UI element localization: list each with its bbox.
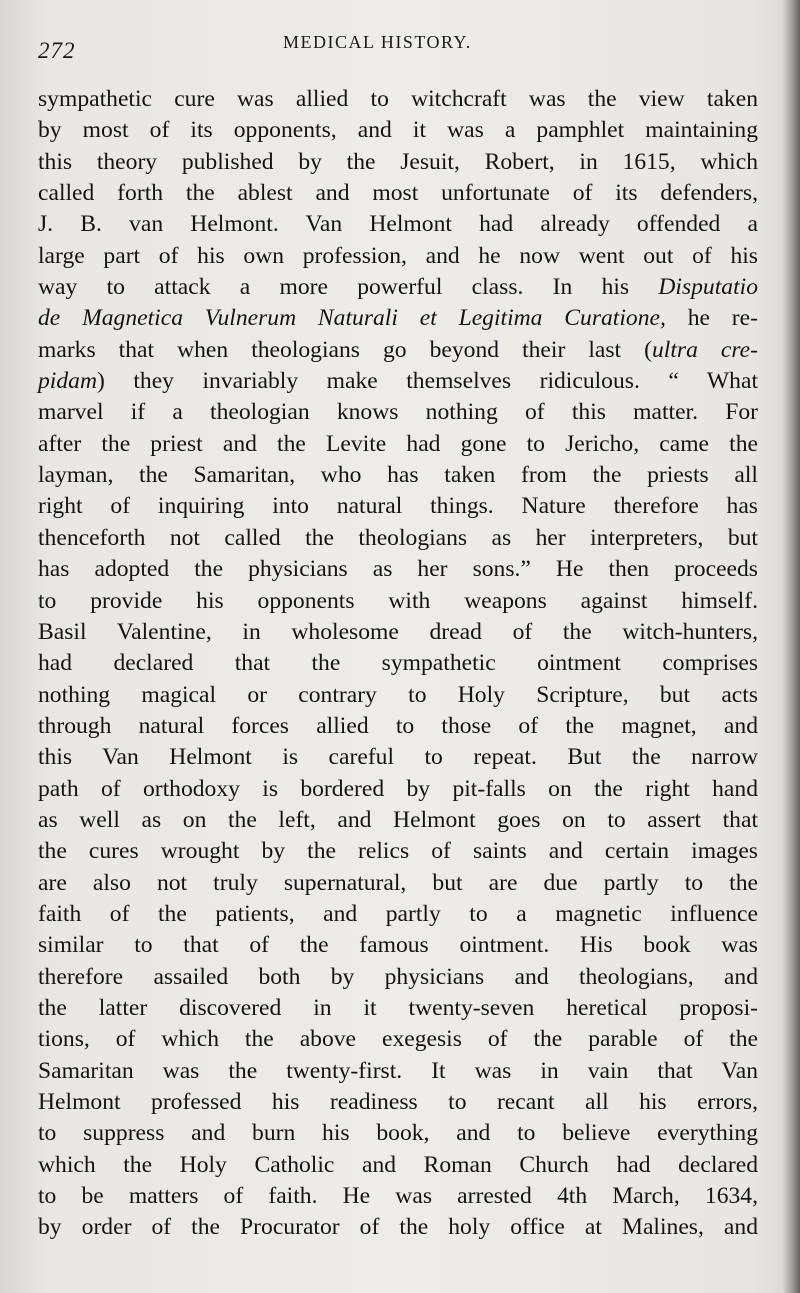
text-segment: by order of the Procurator of the holy office at Malines, and [38,1214,758,1241]
text-line [38,397,758,428]
text-segment: this Van Helmont is careful to repeat. But the narrow [38,744,758,771]
text-line [38,523,758,554]
text-segment: layman, the Samaritan, who has taken from the priests all [38,462,758,489]
page-header [38,30,758,62]
text-line [38,1024,758,1055]
text-segment: ) they invariably make themselves ridiculous. “ What [96,368,758,395]
text-segment: through natural forces allied to those of the magnet, and [38,712,758,739]
text-line [38,836,758,867]
text-line [38,491,758,522]
text-segment: J. B. van Helmont. Van Helmont had already offended a [38,211,758,238]
text-segment: to suppress and burn his book, and to believe everything [38,1120,758,1147]
page-gutter-shadow [782,0,800,1293]
italic-text: Disputatio [658,274,758,301]
text-line [38,460,758,491]
text-line [38,272,758,303]
italic-text: pidam [38,368,97,395]
text-segment: Basil Valentine, in wholesome dread of the witch-hunters, [38,618,758,645]
text-segment: he re- [665,305,758,332]
text-segment: the cures wrought by the relics of saints and certain images [38,838,758,865]
text-segment: thenceforth not called the theologians as her interpreters, but [38,524,758,551]
text-line [38,805,758,836]
text-segment: as well as on the left, and Helmont goes on to assert that [38,806,758,833]
text-line [38,962,758,993]
text-segment: path of orthodoxy is bordered by pit-falls on the right hand [38,775,758,802]
text-segment: nothing magical or contrary to Holy Scripture, but acts [38,681,758,708]
text-line [38,147,758,178]
text-line [38,617,758,648]
text-line [38,680,758,711]
text-line [38,648,758,679]
italic-text: ultra cre- [651,336,758,363]
text-segment: marks that when theologians go beyond their last ( [38,336,652,363]
text-segment: has adopted the physicians as her sons.” He then proceeds [38,556,758,583]
text-line [38,742,758,773]
text-line [38,429,758,460]
text-segment: which the Holy Catholic and Roman Church had declared [38,1151,758,1178]
text-segment: by most of its opponents, and it was a pamphlet maintaining [38,117,758,144]
text-segment: Helmont professed his readiness to recant all his errors, [38,1089,758,1115]
text-segment: tions, of which the above exegesis of the parable of the [38,1026,758,1053]
text-segment: are also not truly supernatural, but are due partly to the [38,869,758,896]
text-segment: therefore assailed both by physicians and theologians, and [38,963,758,990]
text-line [38,1056,758,1087]
text-line [38,178,758,209]
text-line [38,366,758,397]
text-line [38,711,758,742]
text-line [38,1150,758,1181]
text-segment: large part of his own profession, and he now went out of his [38,242,758,269]
text-line [38,868,758,899]
text-line [38,774,758,805]
text-segment: this theory published by the Jesuit, Robert, in 1615, which [38,148,758,175]
text-segment: had declared that the sympathetic ointment comprises [38,650,758,677]
text-segment: Samaritan was the twenty-first. It was in vain that Van [38,1057,758,1084]
text-line [38,930,758,961]
text-segment: marvel if a theologian knows nothing of this matter. For [38,399,758,426]
text-line [38,1087,758,1118]
text-segment: way to attack a more powerful class. In his [38,274,659,301]
text-segment: to be matters of faith. He was arrested 4th March, 1634, [38,1183,758,1210]
text-segment: called forth the ablest and most unfortunate of its defenders, [38,180,758,207]
text-line [38,303,758,334]
running-head: MEDICAL HISTORY. [283,32,472,52]
text-segment: sympathetic cure was allied to witchcraft was the view taken [38,86,758,112]
text-line [38,1181,758,1212]
body-text [38,84,758,1244]
text-line [38,84,758,115]
text-line [38,335,758,366]
text-line [38,241,758,272]
text-line [38,899,758,930]
italic-text: de Magnetica Vulnerum Naturali et Legitima Curatione, [38,305,666,332]
text-line [38,1118,758,1149]
text-line [38,993,758,1024]
text-line [38,1212,758,1243]
text-line [38,554,758,585]
text-line [38,115,758,146]
text-segment: right of inquiring into natural things. Nature therefore has [38,493,758,520]
text-segment: the latter discovered in it twenty-seven heretical proposi- [38,994,758,1021]
text-line [38,586,758,617]
text-segment: after the priest and the Levite had gone to Jericho, came the [38,430,758,457]
page-number: 272 [38,38,76,63]
text-line [38,209,758,240]
text-segment: faith of the patients, and partly to a magnetic influence [38,900,758,927]
text-segment: similar to that of the famous ointment. His book was [38,932,758,959]
text-segment: to provide his opponents with weapons against himself. [38,587,758,614]
